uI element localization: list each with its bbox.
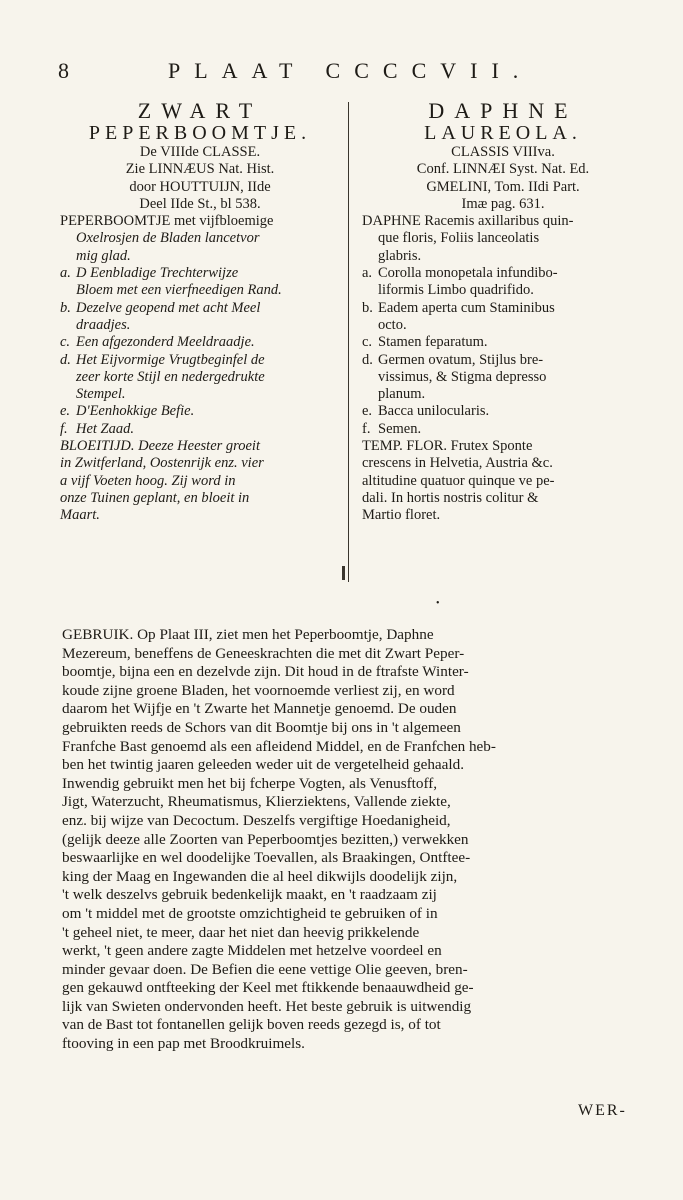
dutch-reference-lines <box>60 144 340 265</box>
reference-line: Imæ pag. 631. <box>461 195 545 212</box>
body-line: 't geheel niet, te meer, daar het niet dan heevig prikkelende <box>62 923 420 941</box>
usage-paragraph <box>62 626 642 1054</box>
legend-item <box>362 300 644 335</box>
reference-line: door HOUTTUIJN, IIde <box>129 178 271 195</box>
legend-label: d. <box>362 351 373 368</box>
legend-label: f. <box>362 420 371 437</box>
body-line: daarom het Wijfje en 't Zwarte het Mannetje genoemd. De ouden <box>62 700 457 718</box>
body-line: Jigt, Waterzucht, Rheumatismus, Klierziektens, Vallende ziekte, <box>62 793 451 811</box>
legend-item <box>362 265 644 300</box>
flowering-line: crescens in Helvetia, Austria &c. <box>362 455 553 472</box>
body-line: boomtje, bijna een en dezelvde zijn. Dit houd in de ftrafste Winter- <box>62 663 469 681</box>
latin-reference-lines <box>362 144 644 265</box>
legend-text: zeer korte Stijl en nedergedrukte <box>76 368 265 385</box>
legend-text: Het Eijvormige Vrugtbeginfel de <box>76 351 265 368</box>
dutch-flowering-note <box>60 438 340 524</box>
legend-text: Semen. <box>378 420 422 437</box>
dutch-figure-legend <box>60 265 340 438</box>
legend-item <box>362 352 644 404</box>
latin-column <box>362 100 644 525</box>
body-line: gebruikten reeds de Schors van dit Boomtje bij ons in 't algemeen <box>62 718 461 736</box>
legend-text: octo. <box>378 316 407 333</box>
legend-item <box>362 403 644 420</box>
page-header <box>58 58 658 88</box>
legend-label: d. <box>60 351 71 368</box>
body-line: gen gekauwd ontfteeking der Keel met ftikkende benaauwdheid ge- <box>62 979 474 997</box>
reference-line: GMELINI, Tom. IIdi Part. <box>426 178 580 195</box>
flowering-line: dali. In hortis nostris colitur & <box>362 489 539 506</box>
flowering-line: BLOEITIJD. Deeze Heester groeit <box>60 438 260 455</box>
body-line: king der Maag en Ingewanden die al heel dikwijls doodelijk zijn, <box>62 867 458 885</box>
legend-label: f. <box>60 420 68 437</box>
flowering-line: in Zwitferland, Oostenrijk enz. vier <box>60 455 264 472</box>
body-line: lijk van Swieten ondervonden heeft. Het beste gebruik is uitwendig <box>62 997 472 1015</box>
legend-text: D'Eenhokkige Befie. <box>76 403 195 420</box>
body-line: 't welk deszelvs gebruik bedenkelijk maakt, en 't raadzaam zij <box>62 886 437 904</box>
legend-text: Bacca unilocularis. <box>378 403 490 420</box>
legend-item <box>60 421 340 438</box>
legend-label: b. <box>362 299 373 316</box>
section-ornament: • <box>436 598 440 609</box>
reference-line: Deel IIde St., bl 538. <box>139 195 261 212</box>
body-line: werkt, 't geen andere zagte Middelen met hetzelve voordeel en <box>62 942 442 960</box>
legend-label: c. <box>60 334 71 351</box>
legend-text: Het Zaad. <box>76 420 134 437</box>
running-head: PLAAT CCCCVII. <box>168 58 533 83</box>
legend-text: liformis Limbo quadrifido. <box>378 282 534 299</box>
reference-line: PEPERBOOMTJE met vijfbloemige <box>60 213 274 230</box>
reference-line: CLASSIS VIIIva. <box>451 144 555 160</box>
catchword: WER- <box>578 1102 627 1119</box>
flowering-line: a vijf Voeten hoog. Zij word in <box>60 472 236 489</box>
legend-item <box>362 334 644 351</box>
body-line: minder gevaar doen. De Befien die eene vettige Olie geeven, bren- <box>62 960 468 978</box>
dutch-title-line1: ZWART <box>137 98 263 123</box>
legend-label: e. <box>60 403 71 420</box>
legend-text: Dezelve geopend met acht Meel <box>76 299 261 316</box>
legend-text: draadjes. <box>76 316 131 333</box>
dutch-column <box>60 100 340 525</box>
divider-bracket <box>342 566 345 580</box>
legend-label: a. <box>60 265 71 282</box>
reference-line: que floris, Foliis lanceolatis <box>378 230 540 247</box>
legend-text: planum. <box>378 386 426 403</box>
latin-figure-legend <box>362 265 644 438</box>
legend-text: Corolla monopetala infundibo- <box>378 265 558 282</box>
legend-text: Bloem met een vierfneedigen Rand. <box>76 282 282 299</box>
flowering-line: altitudine quatuor quinque ve pe- <box>362 472 555 489</box>
column-divider <box>348 102 349 582</box>
dutch-title-line2: PEPERBOOMTJE. <box>88 122 312 144</box>
legend-label: e. <box>362 403 373 420</box>
body-line: GEBRUIK. Op Plaat III, ziet men het Peperboomtje, Daphne <box>62 626 434 643</box>
legend-item <box>60 265 340 300</box>
body-line: (gelijk deeze alle Zoorten van Peperboomtjes bezitten,) verwekken <box>62 830 469 848</box>
reference-line: mig glad. <box>76 247 131 264</box>
body-line: ben het twintig jaaren geleeden weder uit de vergetelheid gehaald. <box>62 756 465 774</box>
body-line: koude zijne groene Bladen, het voornoemde verliest zij, en word <box>62 681 455 699</box>
legend-text: Eadem aperta cum Staminibus <box>378 299 555 316</box>
reference-line: Zie LINNÆUS Nat. Hist. <box>125 161 275 178</box>
legend-item <box>60 334 340 351</box>
flowering-line: onze Tuinen geplant, en bloeit in <box>60 489 250 506</box>
legend-text: Germen ovatum, Stijlus bre- <box>378 351 544 368</box>
flowering-line: Martio floret. <box>362 507 441 524</box>
legend-item <box>60 403 340 420</box>
page-number: 8 <box>58 58 69 83</box>
legend-text: Stamen feparatum. <box>378 334 488 351</box>
legend-text: vissimus, & Stigma depresso <box>378 368 547 385</box>
legend-text: Een afgezonderd Meeldraadje. <box>76 334 255 351</box>
body-line: enz. bij wijze van Decoctum. Deszelfs vergiftige Hoedanigheid, <box>62 811 451 829</box>
flowering-line: Maart. <box>60 507 100 524</box>
body-line: ftooving in een pap met Broodkruimels. <box>62 1035 305 1053</box>
body-line: beswaarlijke en wel doodelijke Toevallen, als Braakingen, Ontftee- <box>62 849 471 867</box>
reference-line: DAPHNE Racemis axillaribus quin- <box>362 213 574 230</box>
reference-line: De VIIIde CLASSE. <box>139 144 261 160</box>
legend-item <box>60 300 340 335</box>
legend-text: Stempel. <box>76 386 126 403</box>
legend-label: b. <box>60 299 71 316</box>
reference-line: Oxelrosjen de Bladen lancetvor <box>76 230 260 247</box>
reference-line: Conf. LINNÆI Syst. Nat. Ed. <box>416 161 590 178</box>
body-line: om 't middel met de grootste omzichtigheid te gebruiken of in <box>62 904 438 922</box>
legend-item <box>362 421 644 438</box>
body-line: Mezereum, beneffens de Geneeskrachten die met dit Zwart Peper- <box>62 644 465 662</box>
latin-flowering-note <box>362 438 644 524</box>
body-line: Inwendig gebruikt men het bij fcherpe Vogten, als Venusftoff, <box>62 774 438 792</box>
legend-label: a. <box>362 265 373 282</box>
flowering-line: TEMP. FLOR. Frutex Sponte <box>362 438 533 455</box>
latin-title-line2: LAUREOLA. <box>424 122 582 144</box>
reference-line: glabris. <box>378 247 422 264</box>
body-line: van de Bast tot fontanellen gelijk boven reeds gezegd is, of tot <box>62 1016 441 1034</box>
body-line: Franfche Bast genoemd als een afleidend Middel, en de Franfchen heb- <box>62 737 496 755</box>
legend-text: D Eenbladige Trechterwijze <box>76 265 239 282</box>
latin-title-line1: DAPHNE <box>428 98 578 123</box>
legend-label: c. <box>362 334 373 351</box>
legend-item <box>60 352 340 404</box>
